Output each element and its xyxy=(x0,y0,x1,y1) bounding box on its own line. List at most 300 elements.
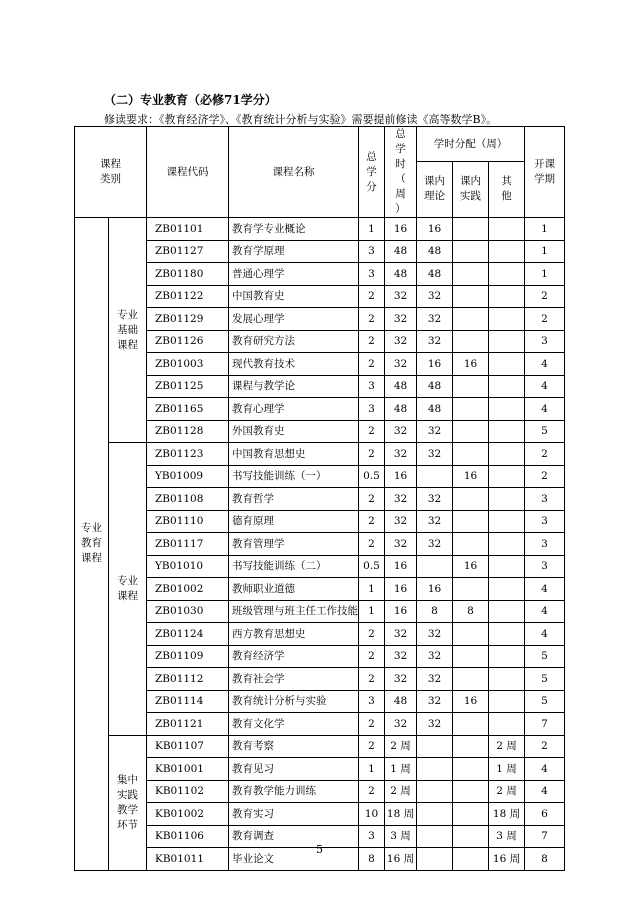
requirement-note: 修读要求：《教育经济学》、《教育统计分析与实验》需要提前修读《高等数学B》。 xyxy=(104,113,498,126)
course-code: ZB01117 xyxy=(147,533,229,556)
course-hours: 32 xyxy=(385,353,417,376)
course-semester: 2 xyxy=(525,285,565,308)
table-row xyxy=(75,690,565,713)
course-table xyxy=(74,126,565,871)
table-row xyxy=(75,645,565,668)
course-name: 教育统计分析与实验 xyxy=(229,690,359,713)
course-code: ZB01129 xyxy=(147,308,229,331)
course-other xyxy=(489,443,525,466)
course-theory: 48 xyxy=(417,263,453,286)
course-practice xyxy=(453,443,489,466)
course-practice xyxy=(453,758,489,781)
course-name: 普通心理学 xyxy=(229,263,359,286)
course-semester: 4 xyxy=(525,578,565,601)
course-code: ZB01127 xyxy=(147,240,229,263)
course-theory xyxy=(417,465,453,488)
course-theory: 32 xyxy=(417,330,453,353)
course-other xyxy=(489,645,525,668)
course-other: 2 周 xyxy=(489,780,525,803)
course-credits: 1 xyxy=(359,600,385,623)
course-hours: 16 xyxy=(385,600,417,623)
course-other xyxy=(489,240,525,263)
table-row xyxy=(75,443,565,466)
group-category-line: 教学 xyxy=(117,803,138,816)
section-heading: （二）专业教育（必修71学分） xyxy=(104,93,277,107)
course-code: ZB01122 xyxy=(147,285,229,308)
course-practice xyxy=(453,510,489,533)
course-credits: 2 xyxy=(359,510,385,533)
course-code: ZB01030 xyxy=(147,600,229,623)
course-semester: 5 xyxy=(525,690,565,713)
course-name: 教育学原理 xyxy=(229,240,359,263)
course-semester: 4 xyxy=(525,375,565,398)
course-name: 中国教育思想史 xyxy=(229,443,359,466)
course-code: ZB01002 xyxy=(147,578,229,601)
course-practice xyxy=(453,735,489,758)
course-hours: 32 xyxy=(385,488,417,511)
course-semester: 1 xyxy=(525,263,565,286)
header-line: 总 xyxy=(366,150,377,163)
course-code: ZB01112 xyxy=(147,668,229,691)
course-code: YB01009 xyxy=(147,465,229,488)
table-row xyxy=(75,668,565,691)
course-hours: 32 xyxy=(385,668,417,691)
course-hours: 32 xyxy=(385,713,417,736)
course-other: 2 周 xyxy=(489,735,525,758)
course-hours: 48 xyxy=(385,263,417,286)
header-total-hours xyxy=(385,127,417,218)
course-theory: 48 xyxy=(417,375,453,398)
course-credits: 10 xyxy=(359,803,385,826)
course-code: KB01001 xyxy=(147,758,229,781)
course-code: ZB01124 xyxy=(147,623,229,646)
table-row xyxy=(75,465,565,488)
course-credits: 1 xyxy=(359,578,385,601)
header-code: 课程代码 xyxy=(147,127,229,218)
course-theory: 8 xyxy=(417,600,453,623)
course-hours: 16 周 xyxy=(385,848,417,871)
header-line: 他 xyxy=(501,190,512,203)
course-other xyxy=(489,285,525,308)
course-name: 中国教育史 xyxy=(229,285,359,308)
table-row xyxy=(75,578,565,601)
course-semester: 2 xyxy=(525,735,565,758)
course-theory: 32 xyxy=(417,420,453,443)
course-hours: 32 xyxy=(385,645,417,668)
course-semester: 2 xyxy=(525,308,565,331)
course-name: 教育调查 xyxy=(229,825,359,848)
course-credits: 3 xyxy=(359,263,385,286)
course-other: 3 周 xyxy=(489,825,525,848)
course-semester: 1 xyxy=(525,240,565,263)
course-other xyxy=(489,375,525,398)
header-line: 学 xyxy=(395,143,406,155)
course-semester: 7 xyxy=(525,713,565,736)
table-row xyxy=(75,488,565,511)
course-code: KB01102 xyxy=(147,780,229,803)
course-other xyxy=(489,263,525,286)
course-code: ZB01121 xyxy=(147,713,229,736)
course-theory: 32 xyxy=(417,645,453,668)
header-line: 周 xyxy=(395,188,406,200)
course-code: ZB01114 xyxy=(147,690,229,713)
course-theory: 32 xyxy=(417,623,453,646)
group-category-line: 基础 xyxy=(117,323,138,336)
course-semester: 5 xyxy=(525,420,565,443)
table-row xyxy=(75,713,565,736)
course-code: KB01107 xyxy=(147,735,229,758)
course-practice xyxy=(453,668,489,691)
course-hours: 32 xyxy=(385,510,417,533)
header-name: 课程名称 xyxy=(229,127,359,218)
course-semester: 4 xyxy=(525,353,565,376)
course-hours: 32 xyxy=(385,308,417,331)
course-hours: 48 xyxy=(385,375,417,398)
course-semester: 8 xyxy=(525,848,565,871)
course-name: 现代教育技术 xyxy=(229,353,359,376)
course-semester: 3 xyxy=(525,330,565,353)
header-hours-alloc: 学时分配（周） xyxy=(417,127,525,162)
course-semester: 4 xyxy=(525,780,565,803)
course-semester: 4 xyxy=(525,623,565,646)
table-row xyxy=(75,240,565,263)
course-credits: 2 xyxy=(359,308,385,331)
course-other xyxy=(489,578,525,601)
course-practice: 16 xyxy=(453,465,489,488)
main-category-cell xyxy=(75,218,109,871)
header-line: 课内 xyxy=(460,175,481,188)
course-code: ZB01126 xyxy=(147,330,229,353)
header-category xyxy=(75,127,147,218)
course-semester: 5 xyxy=(525,668,565,691)
course-other xyxy=(489,555,525,578)
course-hours: 18 周 xyxy=(385,803,417,826)
course-practice xyxy=(453,375,489,398)
course-semester: 3 xyxy=(525,533,565,556)
header-practice xyxy=(453,161,489,217)
header-category-line2: 类别 xyxy=(100,173,121,185)
table-row xyxy=(75,285,565,308)
course-credits: 2 xyxy=(359,443,385,466)
course-other xyxy=(489,623,525,646)
course-semester: 7 xyxy=(525,825,565,848)
header-line: 开课 xyxy=(534,158,556,170)
course-other xyxy=(489,600,525,623)
table-row xyxy=(75,510,565,533)
header-line: 实践 xyxy=(460,190,481,203)
table-row xyxy=(75,263,565,286)
course-hours: 32 xyxy=(385,330,417,353)
course-code: ZB01108 xyxy=(147,488,229,511)
course-other xyxy=(489,510,525,533)
course-name: 教育社会学 xyxy=(229,668,359,691)
course-other xyxy=(489,330,525,353)
table-row xyxy=(75,420,565,443)
course-other xyxy=(489,713,525,736)
header-line: ） xyxy=(395,203,406,215)
course-hours: 48 xyxy=(385,690,417,713)
course-name: 书写技能训练（二） xyxy=(229,555,359,578)
course-code: ZB01003 xyxy=(147,353,229,376)
table-row xyxy=(75,600,565,623)
course-credits: 2 xyxy=(359,285,385,308)
table-row xyxy=(75,330,565,353)
table-row xyxy=(75,623,565,646)
course-hours: 2 周 xyxy=(385,780,417,803)
course-theory: 32 xyxy=(417,713,453,736)
course-code: KB01002 xyxy=(147,803,229,826)
course-credits: 2 xyxy=(359,713,385,736)
group-category-line: 集中 xyxy=(117,773,138,786)
course-name: 教育学专业概论 xyxy=(229,218,359,241)
course-theory: 48 xyxy=(417,240,453,263)
course-code: ZB01165 xyxy=(147,398,229,421)
course-hours: 32 xyxy=(385,420,417,443)
course-name: 外国教育史 xyxy=(229,420,359,443)
course-credits: 3 xyxy=(359,398,385,421)
group-category-line: 课程 xyxy=(117,589,138,602)
course-practice xyxy=(453,308,489,331)
course-theory: 16 xyxy=(417,218,453,241)
group-category-cell xyxy=(109,443,147,736)
table-row xyxy=(75,398,565,421)
course-table-body xyxy=(75,218,565,871)
group-category-line: 专业 xyxy=(117,574,138,587)
course-hours: 48 xyxy=(385,398,417,421)
course-semester: 6 xyxy=(525,803,565,826)
course-code: YB01010 xyxy=(147,555,229,578)
course-credits: 2 xyxy=(359,353,385,376)
course-semester: 1 xyxy=(525,218,565,241)
course-theory: 32 xyxy=(417,285,453,308)
table-row xyxy=(75,735,565,758)
header-line: 学期 xyxy=(534,173,556,185)
course-practice: 16 xyxy=(453,353,489,376)
course-practice xyxy=(453,578,489,601)
course-practice xyxy=(453,533,489,556)
course-name: 教育教学能力训练 xyxy=(229,780,359,803)
course-hours: 16 xyxy=(385,555,417,578)
course-other xyxy=(489,308,525,331)
course-practice xyxy=(453,713,489,736)
course-other xyxy=(489,668,525,691)
course-credits: 2 xyxy=(359,488,385,511)
course-theory: 32 xyxy=(417,443,453,466)
course-other xyxy=(489,420,525,443)
course-credits: 3 xyxy=(359,690,385,713)
course-name: 教育文化学 xyxy=(229,713,359,736)
course-semester: 4 xyxy=(525,758,565,781)
table-row xyxy=(75,780,565,803)
course-credits: 2 xyxy=(359,330,385,353)
course-name: 班级管理与班主任工作技能 xyxy=(229,600,359,623)
course-credits: 2 xyxy=(359,645,385,668)
course-semester: 3 xyxy=(525,510,565,533)
header-category-line1: 课程 xyxy=(100,158,121,170)
course-name: 教育研究方法 xyxy=(229,330,359,353)
course-semester: 5 xyxy=(525,645,565,668)
course-theory: 48 xyxy=(417,398,453,421)
course-credits: 2 xyxy=(359,668,385,691)
course-practice xyxy=(453,623,489,646)
course-practice xyxy=(453,398,489,421)
course-semester: 2 xyxy=(525,443,565,466)
course-theory xyxy=(417,803,453,826)
course-hours: 16 xyxy=(385,578,417,601)
group-category-cell xyxy=(109,218,147,443)
course-practice xyxy=(453,488,489,511)
course-semester: 3 xyxy=(525,488,565,511)
course-name: 教育考察 xyxy=(229,735,359,758)
course-other: 18 周 xyxy=(489,803,525,826)
course-theory: 32 xyxy=(417,668,453,691)
course-name: 教师职业道德 xyxy=(229,578,359,601)
course-credits: 2 xyxy=(359,420,385,443)
course-other xyxy=(489,353,525,376)
course-practice xyxy=(453,263,489,286)
header-line: 分 xyxy=(366,180,377,193)
course-other: 1 周 xyxy=(489,758,525,781)
course-code: KB01106 xyxy=(147,825,229,848)
course-semester: 2 xyxy=(525,465,565,488)
course-credits: 8 xyxy=(359,848,385,871)
course-other xyxy=(489,218,525,241)
course-code: ZB01101 xyxy=(147,218,229,241)
course-code: ZB01125 xyxy=(147,375,229,398)
table-row xyxy=(75,533,565,556)
course-hours: 32 xyxy=(385,285,417,308)
header-line: 时 xyxy=(395,158,406,170)
header-credits xyxy=(359,127,385,218)
course-code: ZB01180 xyxy=(147,263,229,286)
course-name: 教育经济学 xyxy=(229,645,359,668)
course-semester: 4 xyxy=(525,600,565,623)
course-theory: 32 xyxy=(417,308,453,331)
course-practice xyxy=(453,645,489,668)
header-line: 其 xyxy=(501,175,512,188)
course-theory xyxy=(417,780,453,803)
course-other xyxy=(489,398,525,421)
course-name: 教育心理学 xyxy=(229,398,359,421)
header-theory xyxy=(417,161,453,217)
course-practice xyxy=(453,218,489,241)
course-code: ZB01128 xyxy=(147,420,229,443)
course-credits: 3 xyxy=(359,240,385,263)
course-credits: 2 xyxy=(359,533,385,556)
course-credits: 1 xyxy=(359,218,385,241)
table-row xyxy=(75,555,565,578)
course-credits: 2 xyxy=(359,735,385,758)
course-other xyxy=(489,465,525,488)
course-practice xyxy=(453,285,489,308)
course-credits: 0.5 xyxy=(359,465,385,488)
group-category-line: 环节 xyxy=(117,818,138,831)
course-semester: 4 xyxy=(525,398,565,421)
course-theory: 32 xyxy=(417,510,453,533)
course-practice xyxy=(453,240,489,263)
header-other xyxy=(489,161,525,217)
table-row xyxy=(75,218,565,241)
course-theory: 32 xyxy=(417,533,453,556)
course-other xyxy=(489,533,525,556)
group-category-line: 课程 xyxy=(117,338,138,351)
course-name: 课程与教学论 xyxy=(229,375,359,398)
course-credits: 2 xyxy=(359,623,385,646)
course-theory: 16 xyxy=(417,353,453,376)
table-row xyxy=(75,803,565,826)
course-name: 教育哲学 xyxy=(229,488,359,511)
group-category-line: 专业 xyxy=(117,308,138,321)
course-code: ZB01123 xyxy=(147,443,229,466)
course-name: 教育见习 xyxy=(229,758,359,781)
course-other xyxy=(489,690,525,713)
course-hours: 16 xyxy=(385,465,417,488)
course-name: 西方教育思想史 xyxy=(229,623,359,646)
course-credits: 1 xyxy=(359,758,385,781)
main-category-line: 专业 xyxy=(81,522,102,535)
course-practice xyxy=(453,780,489,803)
course-theory xyxy=(417,555,453,578)
course-name: 书写技能训练（一） xyxy=(229,465,359,488)
header-line: 课内 xyxy=(424,175,445,188)
course-theory: 32 xyxy=(417,488,453,511)
course-practice xyxy=(453,803,489,826)
course-code: ZB01109 xyxy=(147,645,229,668)
main-category-line: 教育 xyxy=(81,537,102,550)
course-credits: 3 xyxy=(359,375,385,398)
table-row xyxy=(75,308,565,331)
course-credits: 0.5 xyxy=(359,555,385,578)
table-row xyxy=(75,353,565,376)
course-code: ZB01110 xyxy=(147,510,229,533)
course-name: 德育原理 xyxy=(229,510,359,533)
course-practice: 16 xyxy=(453,555,489,578)
table-row xyxy=(75,375,565,398)
course-theory xyxy=(417,735,453,758)
course-name: 教育实习 xyxy=(229,803,359,826)
header-line: 总 xyxy=(395,128,406,140)
page-number: 5 xyxy=(316,843,323,856)
course-practice xyxy=(453,330,489,353)
header-line: 理论 xyxy=(424,190,445,203)
course-hours: 16 xyxy=(385,218,417,241)
course-code: KB01011 xyxy=(147,848,229,871)
course-theory: 16 xyxy=(417,578,453,601)
course-name: 毕业论文 xyxy=(229,848,359,871)
course-semester: 3 xyxy=(525,555,565,578)
course-hours: 1 周 xyxy=(385,758,417,781)
group-category-line: 实践 xyxy=(117,788,138,801)
course-other xyxy=(489,488,525,511)
table-row xyxy=(75,758,565,781)
course-hours: 32 xyxy=(385,443,417,466)
header-line: （ xyxy=(395,173,406,185)
course-practice xyxy=(453,420,489,443)
course-theory xyxy=(417,758,453,781)
course-credits: 2 xyxy=(359,780,385,803)
course-other: 16 周 xyxy=(489,848,525,871)
header-semester xyxy=(525,127,565,218)
main-category-line: 课程 xyxy=(81,552,102,565)
course-name: 教育管理学 xyxy=(229,533,359,556)
course-credits: 3 xyxy=(359,825,385,848)
course-hours: 32 xyxy=(385,533,417,556)
course-name: 发展心理学 xyxy=(229,308,359,331)
course-hours: 32 xyxy=(385,623,417,646)
course-theory: 32 xyxy=(417,690,453,713)
course-hours: 3 周 xyxy=(385,825,417,848)
course-hours: 2 周 xyxy=(385,735,417,758)
